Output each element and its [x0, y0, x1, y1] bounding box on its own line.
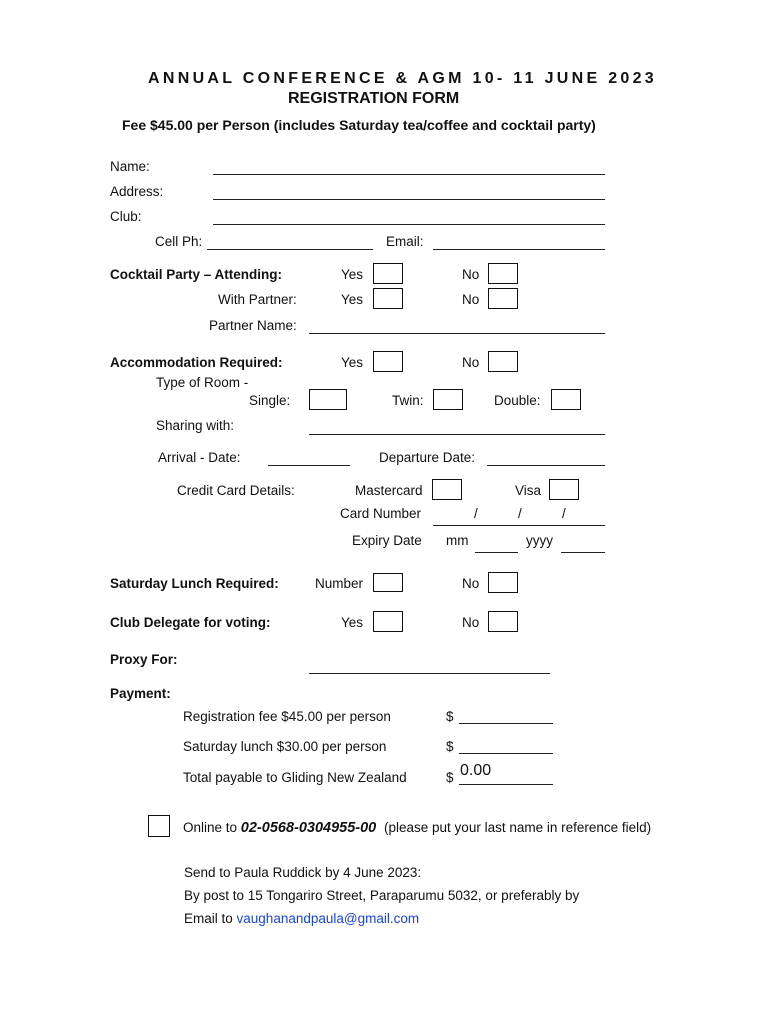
expiry-year-label: yyyy	[526, 533, 553, 548]
currency-symbol: $	[446, 709, 454, 724]
delegate-yes-checkbox[interactable]	[373, 611, 403, 632]
send-to-line: Send to Paula Ruddick by 4 June 2023:	[184, 865, 422, 880]
credit-card-label: Credit Card Details:	[177, 483, 295, 498]
accommodation-no-checkbox[interactable]	[488, 351, 518, 372]
accommodation-no-label: No	[462, 355, 480, 370]
partner-yes-checkbox[interactable]	[373, 288, 403, 309]
partner-yes-label: Yes	[341, 292, 364, 307]
departure-date-label: Departure Date:	[379, 450, 476, 465]
form-subtitle: REGISTRATION FORM	[288, 90, 460, 107]
expiry-month-label: mm	[446, 533, 469, 548]
cocktail-yes-label: Yes	[341, 267, 364, 282]
with-partner-label: With Partner:	[218, 292, 297, 307]
delegate-no-label: No	[462, 615, 480, 630]
address-label: Address:	[110, 184, 164, 199]
cocktail-yes-checkbox[interactable]	[373, 263, 403, 284]
partner-name-field[interactable]	[309, 333, 605, 334]
online-prefix: Online to	[183, 820, 241, 835]
card-number-field[interactable]	[433, 525, 605, 526]
visa-checkbox[interactable]	[549, 479, 579, 500]
twin-checkbox[interactable]	[433, 389, 463, 410]
cocktail-no-checkbox[interactable]	[488, 263, 518, 284]
name-field[interactable]	[213, 174, 605, 175]
sharing-with-field[interactable]	[309, 434, 605, 435]
arrival-date-label: Arrival - Date:	[158, 450, 241, 465]
cocktail-no-label: No	[462, 267, 480, 282]
payment-label: Payment:	[110, 686, 171, 701]
card-number-separator: /	[474, 506, 478, 521]
club-delegate-label: Club Delegate for voting:	[110, 615, 271, 630]
online-payment-text	[183, 820, 651, 836]
email-link[interactable]: vaughanandpaula@gmail.com	[236, 911, 420, 926]
name-label: Name:	[110, 159, 150, 174]
fee-note: Fee $45.00 per Person (includes Saturday tea/coffee and cocktail party)	[122, 117, 596, 133]
sharing-with-label: Sharing with:	[156, 418, 235, 433]
lunch-number-label: Number	[315, 576, 364, 591]
email-prefix: Email to	[184, 911, 237, 926]
bank-account-number: 02-0568-0304955-00	[240, 820, 377, 836]
lunch-fee-label: Saturday lunch $30.00 per person	[183, 739, 387, 754]
partner-name-label: Partner Name:	[209, 318, 297, 333]
delegate-no-checkbox[interactable]	[488, 611, 518, 632]
lunch-number-field[interactable]	[373, 573, 403, 592]
twin-label: Twin:	[392, 393, 424, 408]
expiry-date-label: Expiry Date	[352, 533, 422, 548]
registration-fee-label: Registration fee $45.00 per person	[183, 709, 391, 724]
visa-label: Visa	[515, 483, 542, 498]
double-label: Double:	[494, 393, 541, 408]
currency-symbol: $	[446, 770, 454, 785]
lunch-no-checkbox[interactable]	[488, 572, 518, 593]
proxy-for-label: Proxy For:	[110, 652, 178, 667]
online-payment-checkbox[interactable]	[148, 815, 170, 837]
lunch-no-label: No	[462, 576, 480, 591]
form-title: ANNUAL CONFERENCE & AGM 10- 11 JUNE 2023	[148, 70, 657, 87]
arrival-date-field[interactable]	[268, 465, 350, 466]
cocktail-party-label: Cocktail Party – Attending:	[110, 267, 283, 282]
room-type-label: Type of Room -	[156, 375, 249, 390]
cell-phone-label: Cell Ph:	[155, 234, 203, 249]
email-line	[184, 911, 419, 926]
email-label: Email:	[386, 234, 424, 249]
expiry-month-field[interactable]	[475, 552, 518, 553]
mastercard-checkbox[interactable]	[432, 479, 462, 500]
saturday-lunch-label: Saturday Lunch Required:	[110, 576, 279, 591]
expiry-year-field[interactable]	[561, 552, 605, 553]
partner-no-checkbox[interactable]	[488, 288, 518, 309]
post-address-line: By post to 15 Tongariro Street, Paraparumu 5032, or preferably by	[184, 888, 580, 903]
accommodation-label: Accommodation Required:	[110, 355, 283, 370]
card-number-separator: /	[562, 506, 566, 521]
total-payable-value: 0.00	[460, 762, 492, 779]
online-suffix: (please put your last name in reference field)	[384, 820, 652, 835]
currency-symbol: $	[446, 739, 454, 754]
lunch-fee-field[interactable]	[459, 753, 553, 754]
mastercard-label: Mastercard	[355, 483, 423, 498]
cell-phone-field[interactable]	[207, 249, 373, 250]
proxy-for-field[interactable]	[309, 673, 550, 674]
card-number-label: Card Number	[340, 506, 422, 521]
delegate-yes-label: Yes	[341, 615, 364, 630]
double-checkbox[interactable]	[551, 389, 581, 410]
address-field[interactable]	[213, 199, 605, 200]
single-checkbox[interactable]	[309, 389, 347, 410]
registration-fee-field[interactable]	[459, 723, 553, 724]
partner-no-label: No	[462, 292, 480, 307]
single-label: Single:	[249, 393, 291, 408]
accommodation-yes-checkbox[interactable]	[373, 351, 403, 372]
club-field[interactable]	[213, 224, 605, 225]
email-field[interactable]	[433, 249, 605, 250]
accommodation-yes-label: Yes	[341, 355, 364, 370]
club-label: Club:	[110, 209, 142, 224]
departure-date-field[interactable]	[487, 465, 605, 466]
total-payable-field[interactable]	[459, 784, 553, 785]
card-number-separator: /	[518, 506, 522, 521]
total-payable-label: Total payable to Gliding New Zealand	[183, 770, 407, 785]
